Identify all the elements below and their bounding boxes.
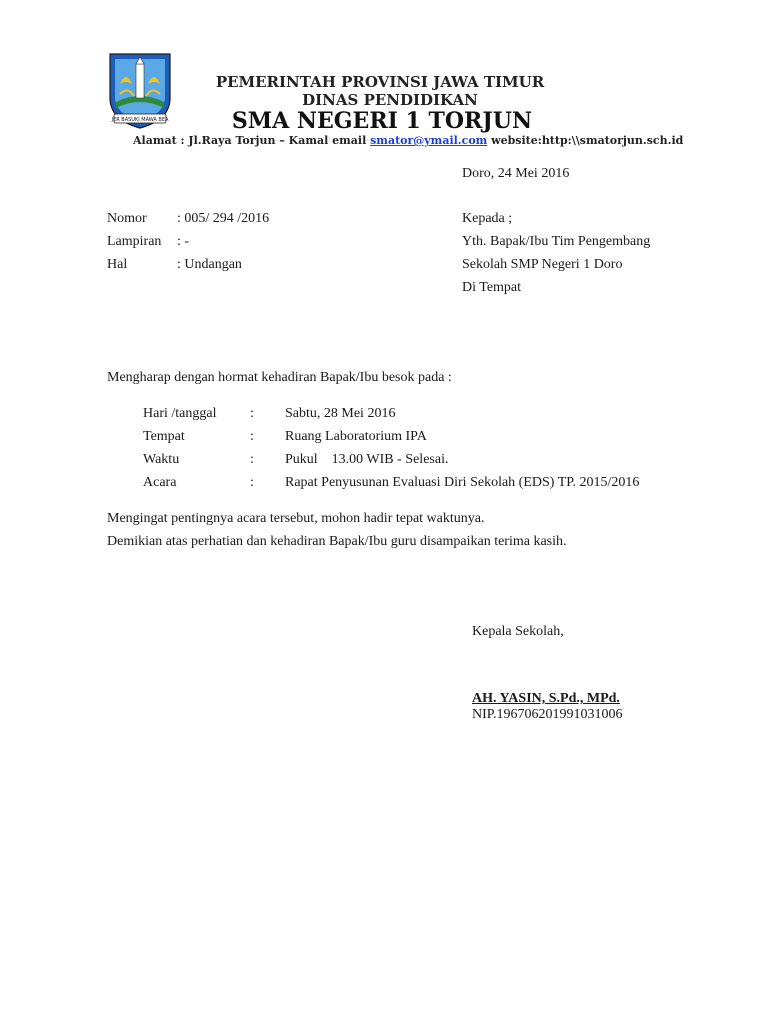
closing-paragraph-2: Demikian atas perhatian dan kehadiran Bapak/Ibu guru disampaikan terima kasih. (107, 534, 567, 549)
lampiran-label: Lampiran (107, 234, 162, 249)
detail-label-time: Waktu (143, 452, 180, 467)
closing-paragraph-1: Mengingat pentingnya acara tersebut, mohon hadir tepat waktunya. (107, 511, 485, 526)
letter-date: Doro, 24 Mei 2016 (462, 166, 570, 181)
signature-title: Kepala Sekolah, (472, 624, 564, 639)
nomor-label: Nomor (107, 211, 147, 226)
logo-motto-text: JER BASUKI MAWA BEA (111, 117, 169, 123)
lampiran-value: : - (177, 234, 190, 249)
letterhead-department: DINAS PENDIDIKAN (302, 91, 478, 109)
detail-sep-day: : (250, 406, 254, 421)
detail-value-day: Sabtu, 28 Mei 2016 (285, 406, 396, 421)
address-suffix: website:http:\\smatorjun.sch.id (487, 134, 684, 147)
detail-value-time: Pukul 13.00 WIB - Selesai. (285, 452, 449, 467)
detail-value-event: Rapat Penyusunan Evaluasi Diri Sekolah (EDS) TP. 2015/2016 (285, 475, 640, 490)
recipient-line-3: Sekolah SMP Negeri 1 Doro (462, 257, 623, 272)
detail-sep-event: : (250, 475, 254, 490)
intro-paragraph: Mengharap dengan hormat kehadiran Bapak/Ibu besok pada : (107, 370, 452, 385)
hal-label: Hal (107, 257, 128, 272)
letterhead-school-name: SMA NEGERI 1 TORJUN (231, 108, 533, 134)
detail-label-day: Hari /tanggal (143, 406, 217, 421)
hal-value: : Undangan (177, 257, 242, 272)
nomor-value: : 005/ 294 /2016 (177, 211, 270, 226)
letterhead-address (133, 134, 684, 147)
email-link[interactable]: smator@ymail.com (370, 134, 488, 147)
detail-label-place: Tempat (143, 429, 185, 444)
signature-name: AH. YASIN, S.Pd., MPd. (472, 691, 620, 706)
detail-sep-time: : (250, 452, 254, 467)
letterhead-government: PEMERINTAH PROVINSI JAWA TIMUR (215, 73, 545, 91)
recipient-line-2: Yth. Bapak/Ibu Tim Pengembang (462, 234, 651, 249)
detail-label-event: Acara (143, 475, 177, 490)
detail-sep-place: : (250, 429, 254, 444)
recipient-line-1: Kepada ; (462, 211, 513, 226)
signature-nip: NIP.196706201991031006 (472, 707, 623, 722)
address-prefix: Alamat : Jl.Raya Torjun – Kamal email (133, 134, 371, 147)
detail-value-place: Ruang Laboratorium IPA (285, 429, 427, 444)
recipient-line-4: Di Tempat (462, 280, 522, 295)
